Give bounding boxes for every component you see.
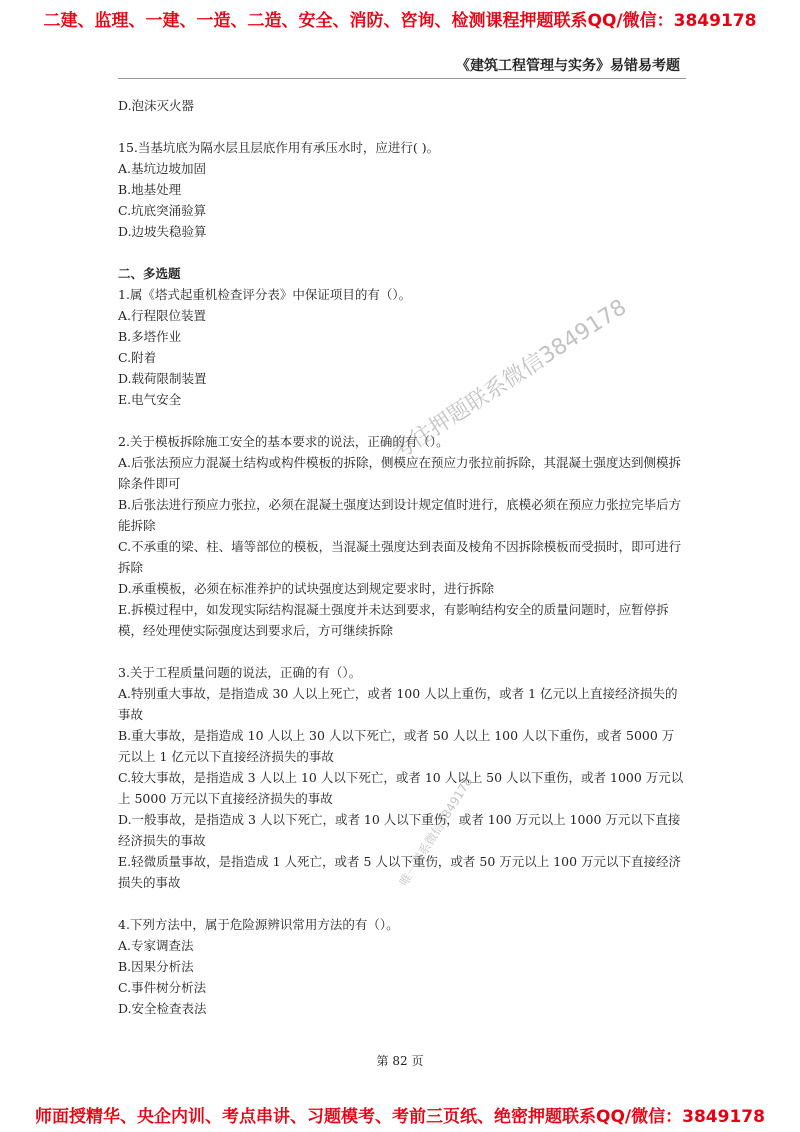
option-c: C.坑底突涌验算 <box>118 203 207 218</box>
option-b: B.后张法进行预应力张拉，必须在混凝土强度达到设计规定值时进行，底模必须在预应力张拉完毕后方能拆除 <box>118 497 682 533</box>
option-c: C.较大事故，是指造成 3 人以上 10 人以下死亡，或者 10 人以上 50 人以下重伤，或者 1000 万元以上 5000 万元以下直接经济损失的事故 <box>118 770 684 806</box>
multi-question-4 <box>118 914 686 1019</box>
option-a: A.基坑边坡加固 <box>118 161 207 176</box>
option-c: C.附着 <box>118 350 157 365</box>
option-a: A.后张法预应力混凝土结构或构件模板的拆除，侧模应在预应力张拉前拆除，其混凝土强度达到侧模拆除条件即可 <box>118 455 682 491</box>
option-c: C.事件树分析法 <box>118 980 207 995</box>
section-title: 二、多选题 <box>118 266 181 281</box>
option-d: D.安全检查表法 <box>118 1001 207 1016</box>
header-divider <box>118 78 686 79</box>
option-e: E.拆模过程中，如发现实际结构混凝土强度并未达到要求，有影响结构安全的质量问题时，应暂停拆模，经处理使实际强度达到要求后，方可继续拆除 <box>118 602 669 638</box>
question-stem: 1.属《塔式起重机检查评分表》中保证项目的有（）。 <box>118 287 412 302</box>
option-b: B.地基处理 <box>118 182 182 197</box>
top-promo-banner: 二建、监理、一建、一造、二造、安全、消防、咨询、检测课程押题联系QQ/微信：3849178 <box>43 11 757 31</box>
option-d: D.一般事故，是指造成 3 人以下死亡，或者 10 人以下重伤，或者 100 万元以上 1000 万元以下直接经济损失的事故 <box>118 812 681 848</box>
multi-question-3 <box>118 662 686 893</box>
option-d: D.承重模板，必须在标准养护的试块强度达到规定要求时，进行拆除 <box>118 581 495 596</box>
question-15 <box>118 137 686 242</box>
page-number: 第 82 页 <box>376 1054 424 1068</box>
prev-question-option: D.泡沫灭火器 <box>118 98 195 113</box>
bottom-promo-banner: 师面授精华、央企内训、考点串讲、习题模考、考前三页纸、绝密押题联系QQ/微信：3849178 <box>35 1107 765 1127</box>
option-b: B.因果分析法 <box>118 959 194 974</box>
option-d: D.载荷限制装置 <box>118 371 207 386</box>
option-a: A.特别重大事故，是指造成 30 人以上死亡，或者 100 人以上重伤，或者 1 亿元以上直接经济损失的事故 <box>118 686 678 722</box>
option-e: E.电气安全 <box>118 392 182 407</box>
question-stem: 2.关于模板拆除施工安全的基本要求的说法，正确的有（）。 <box>118 434 449 449</box>
option-a: A.行程限位装置 <box>118 308 207 323</box>
question-stem: 15.当基坑底为隔水层且层底作用有承压水时，应进行( )。 <box>118 140 440 155</box>
document-title: 《建筑工程管理与实务》易错易考题 <box>456 58 680 74</box>
watermark-large: 考往押题联系微信3849178 <box>387 294 632 466</box>
question-stem: 4.下列方法中，属于危险源辨识常用方法的有（）。 <box>118 917 399 932</box>
option-d: D.边坡失稳验算 <box>118 224 207 239</box>
option-e: E.轻微质量事故，是指造成 1 人死亡，或者 5 人以下重伤，或者 50 万元以上 100 万元以下直接经济损失的事故 <box>118 854 682 890</box>
option-a: A.专家调查法 <box>118 938 194 953</box>
option-b: B.重大事故，是指造成 10 人以上 30 人以下死亡，或者 50 人以上 100 人以下重伤，或者 5000 万元以上 1 亿元以下直接经济损失的事故 <box>118 728 675 764</box>
question-stem: 3.关于工程质量问题的说法，正确的有（）。 <box>118 665 362 680</box>
option-c: C.不承重的梁、柱、墙等部位的模板，当混凝土强度达到表面及棱角不因拆除模板而受损时，即可进行拆除 <box>118 539 682 575</box>
watermark-small: 唯一联系微信3849178 <box>396 774 476 889</box>
option-b: B.多塔作业 <box>118 329 182 344</box>
